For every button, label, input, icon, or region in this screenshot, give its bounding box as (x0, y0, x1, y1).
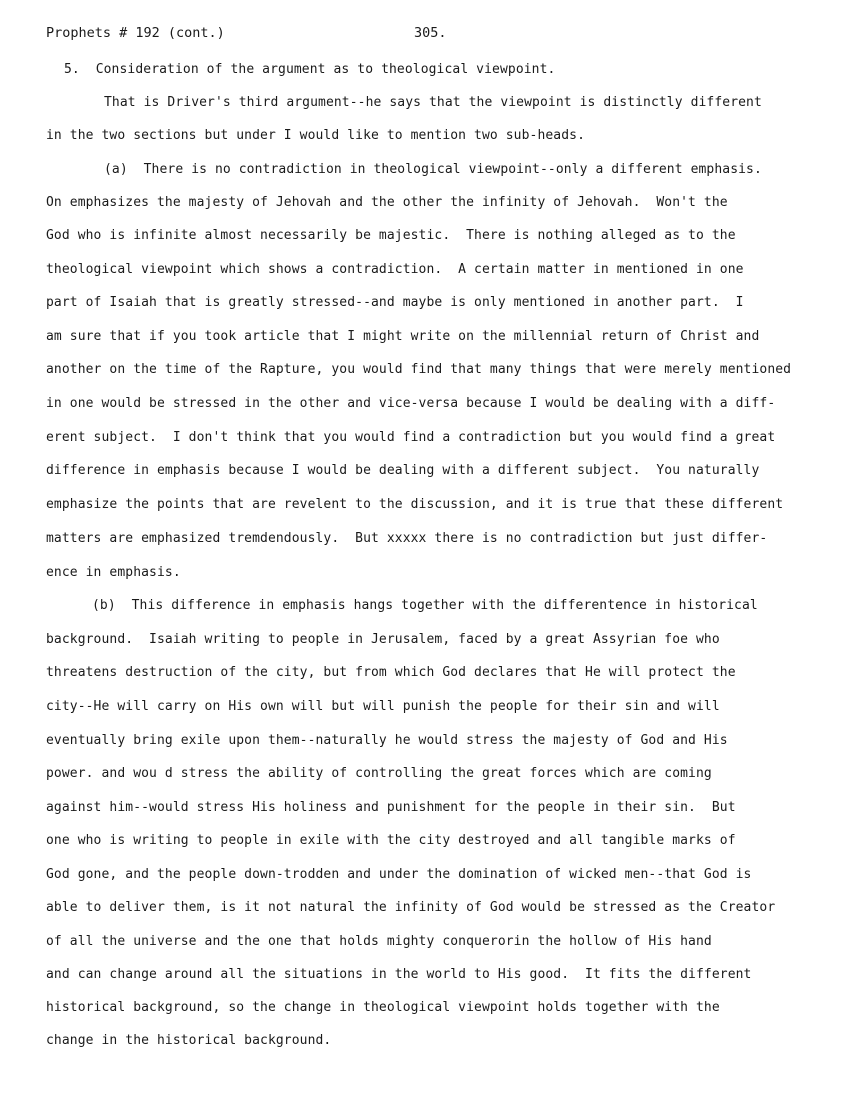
text-line: erent subject. I don't think that you would find a contradiction but you would find a great (46, 430, 776, 445)
text-line: eventually bring exile upon them--naturally he would stress the majesty of God and His (46, 733, 728, 748)
text-line: God who is infinite almost necessarily be majestic. There is nothing alleged as to the (46, 228, 736, 243)
text-line: On emphasizes the majesty of Jehovah and the other the infinity of Jehovah. Won't the (46, 195, 728, 210)
text-line: emphasize the points that are revelent to the discussion, and it is true that these different (46, 497, 784, 512)
text-line: matters are emphasized tremdendously. But xxxxx there is no contradiction but just differ- (46, 531, 768, 546)
text-line: God gone, and the people down-trodden and under the domination of wicked men--that God is (46, 867, 752, 882)
text-line: able to deliver them, is it not natural the infinity of God would be stressed as the Creator (46, 900, 776, 915)
text-line: city--He will carry on His own will but will punish the people for their sin and will (46, 699, 720, 714)
text-line: ence in emphasis. (46, 565, 181, 580)
text-line: one who is writing to people in exile with the city destroyed and all tangible marks of (46, 833, 736, 848)
text-line: historical background, so the change in theological viewpoint holds together with the (46, 1000, 720, 1015)
text-line: another on the time of the Rapture, you would find that many things that were merely mentioned (46, 362, 792, 377)
text-line: in one would be stressed in the other and vice-versa because I would be dealing with a diff- (46, 396, 776, 411)
running-title: Prophets # 192 (cont.) (46, 25, 225, 41)
text-line: change in the historical background. (46, 1033, 332, 1048)
text-line: difference in emphasis because I would be dealing with a different subject. You naturally (46, 463, 760, 478)
text-line: That is Driver's third argument--he says that the viewpoint is distinctly different (104, 95, 762, 110)
text-line: theological viewpoint which shows a contradiction. A certain matter in mentioned in one (46, 262, 744, 277)
text-line: am sure that if you took article that I might write on the millennial return of Christ and (46, 329, 760, 344)
subhead-b: (b) This difference in emphasis hangs together with the differentence in historical (92, 598, 758, 613)
text-line: in the two sections but under I would like to mention two sub-heads. (46, 128, 586, 143)
text-line: of all the universe and the one that holds mighty conquerorin the hollow of His hand (46, 934, 712, 949)
text-line: and can change around all the situations in the world to His good. It fits the different (46, 967, 752, 982)
text-line: background. Isaiah writing to people in Jerusalem, faced by a great Assyrian foe who (46, 632, 720, 647)
subhead-a: (a) There is no contradiction in theological viewpoint--only a different emphasis. (104, 162, 762, 177)
text-line: against him--would stress His holiness and punishment for the people in their sin. But (46, 800, 736, 815)
section-heading: 5. Consideration of the argument as to theological viewpoint. (64, 62, 556, 77)
text-line: threatens destruction of the city, but from which God declares that He will protect the (46, 665, 736, 680)
page-number: 305. (414, 25, 447, 41)
text-line: part of Isaiah that is greatly stressed--and maybe is only mentioned in another part. I (46, 295, 744, 310)
text-line: power. and wou d stress the ability of controlling the great forces which are coming (46, 766, 712, 781)
